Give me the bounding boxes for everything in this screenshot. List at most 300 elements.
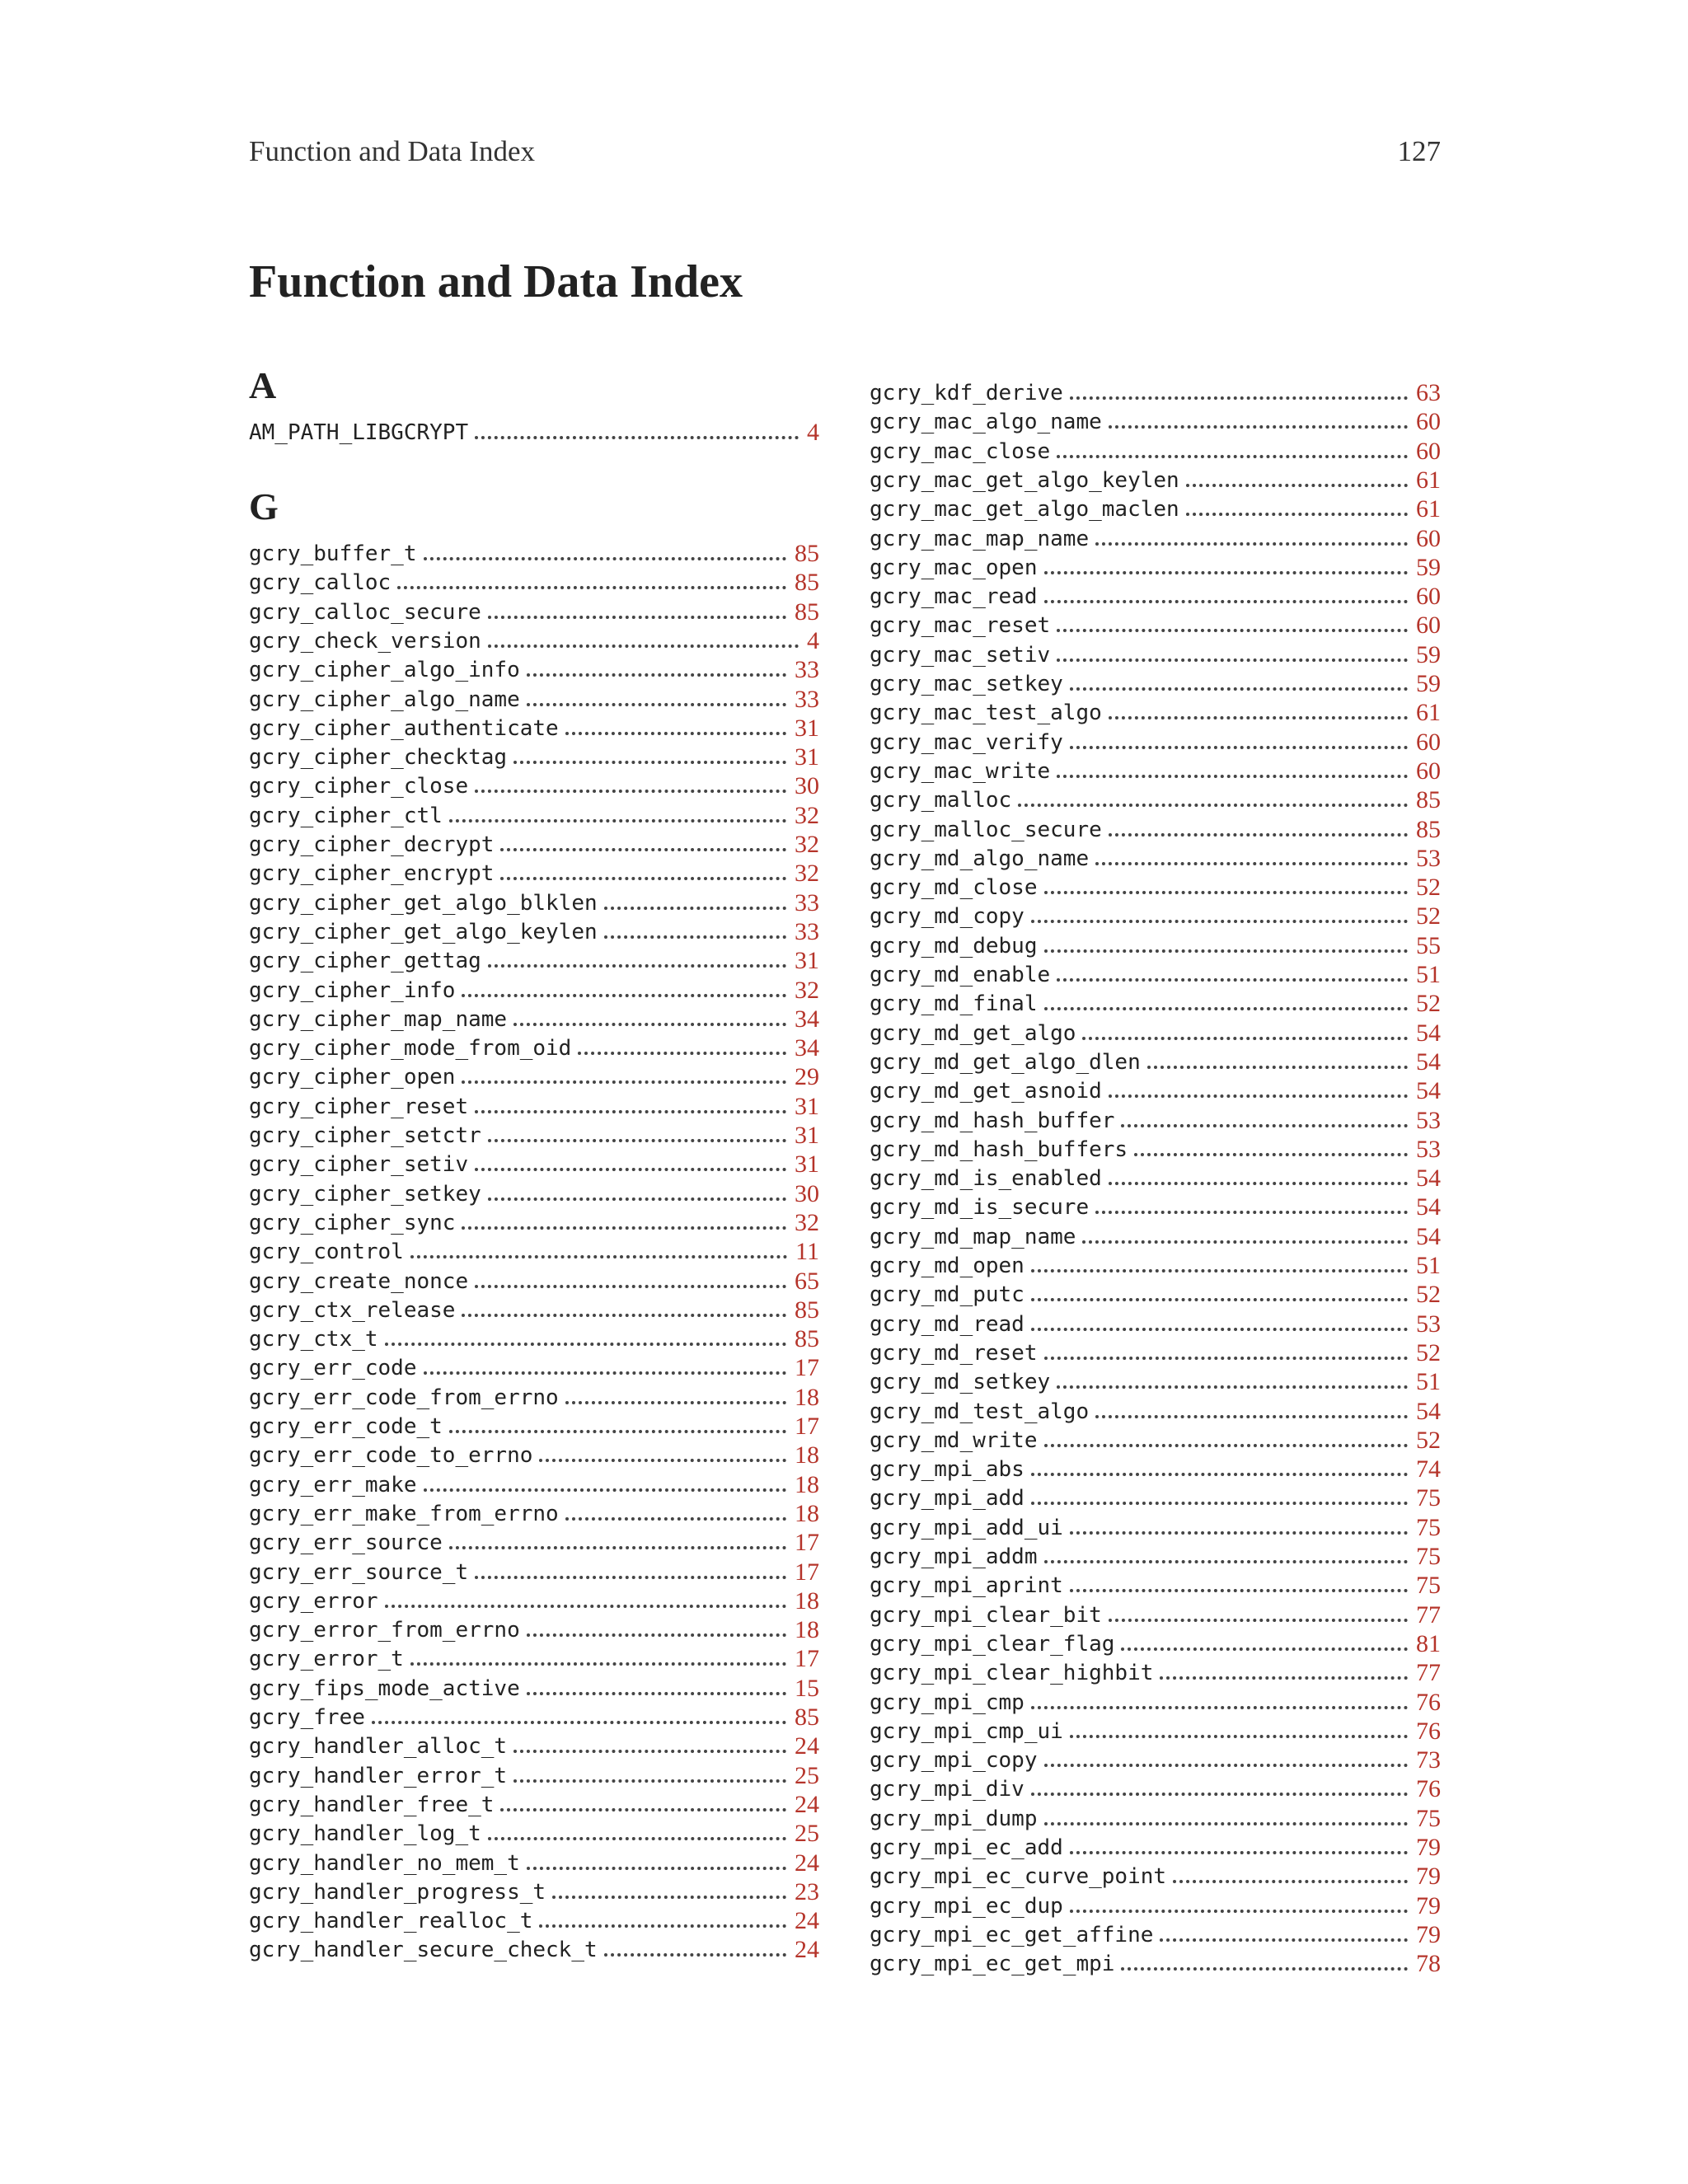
entry-page-link[interactable]: 11	[795, 1238, 819, 1266]
index-entry[interactable]	[249, 1934, 819, 1964]
index-entry[interactable]	[249, 742, 819, 771]
index-entry[interactable]	[249, 1033, 819, 1062]
index-entry[interactable]	[249, 1527, 819, 1557]
entry-page-link[interactable]: 85	[795, 1325, 819, 1353]
entry-page-link[interactable]: 17	[795, 1558, 819, 1586]
index-entry[interactable]	[870, 1657, 1441, 1687]
entry-name: gcry_mac_setkey	[870, 672, 1063, 696]
index-entry[interactable]	[249, 1557, 819, 1586]
index-entry[interactable]	[870, 930, 1441, 960]
entry-page-link[interactable]: 52	[1416, 990, 1441, 1018]
dot-leader	[1057, 775, 1408, 778]
dot-leader	[1044, 1444, 1409, 1447]
dot-leader	[513, 761, 786, 764]
index-entry[interactable]	[870, 1192, 1441, 1221]
dot-leader	[1044, 600, 1409, 603]
index-entry[interactable]	[870, 1745, 1441, 1774]
entry-name: gcry_md_map_name	[870, 1224, 1076, 1249]
entry-page-link[interactable]: 31	[795, 714, 819, 742]
entry-name: gcry_handler_progress_t	[249, 1879, 546, 1905]
index-entry[interactable]	[870, 1366, 1441, 1396]
entry-page-link[interactable]: 52	[1416, 1426, 1441, 1454]
entry-page-link[interactable]: 25	[795, 1761, 819, 1789]
index-entry[interactable]	[870, 1425, 1441, 1455]
entry-page-link[interactable]: 52	[1416, 1281, 1441, 1309]
entry-name: gcry_cipher_close	[249, 774, 469, 799]
entry-page-link[interactable]: 77	[1416, 1601, 1441, 1629]
index-entry[interactable]	[870, 552, 1441, 582]
entry-page-link[interactable]: 18	[795, 1470, 819, 1498]
entry-page-link[interactable]: 24	[795, 1732, 819, 1760]
entry-name: gcry_md_copy	[870, 904, 1025, 930]
index-entry[interactable]	[870, 668, 1441, 698]
entry-page-link[interactable]: 24	[795, 1849, 819, 1877]
entry-page-link[interactable]: 60	[1416, 728, 1441, 756]
entry-page-link[interactable]: 79	[1416, 1863, 1441, 1891]
index-entry[interactable]	[870, 494, 1441, 523]
entry-page-link[interactable]: 53	[1416, 1106, 1441, 1134]
dot-leader	[1070, 396, 1408, 400]
index-entry[interactable]	[870, 1891, 1441, 1920]
dot-leader	[1044, 1764, 1409, 1767]
index-entry[interactable]	[870, 1861, 1441, 1891]
entry-page-link[interactable]: 61	[1416, 495, 1441, 523]
entry-page-link[interactable]: 33	[795, 888, 819, 916]
entry-page-link[interactable]: 4	[807, 419, 819, 446]
entry-name: gcry_mac_get_algo_maclen	[870, 497, 1179, 523]
entry-page-link[interactable]: 75	[1416, 1572, 1441, 1600]
entry-name: gcry_handler_no_mem_t	[249, 1850, 520, 1876]
entry-name: gcry_md_putc	[870, 1282, 1025, 1308]
index-entry[interactable]	[870, 640, 1441, 669]
entry-page-link[interactable]: 34	[795, 1034, 819, 1062]
entry-page-link[interactable]: 63	[1416, 379, 1441, 406]
dot-leader	[513, 1750, 786, 1753]
index-entry[interactable]	[249, 858, 819, 888]
index-entry[interactable]	[870, 1105, 1441, 1135]
entry-page-link[interactable]: 54	[1416, 1047, 1441, 1076]
entry-name: gcry_cipher_get_algo_keylen	[249, 919, 598, 944]
index-entry[interactable]	[249, 916, 819, 946]
entry-page-link[interactable]: 85	[795, 569, 819, 597]
index-entry[interactable]	[249, 1149, 819, 1179]
entry-page-link[interactable]: 76	[1416, 1775, 1441, 1803]
entry-page-link[interactable]: 61	[1416, 699, 1441, 727]
index-entry[interactable]	[249, 1615, 819, 1644]
entry-page-link[interactable]: 54	[1416, 1222, 1441, 1250]
index-entry[interactable]	[870, 901, 1441, 930]
index-entry[interactable]	[249, 567, 819, 597]
index-entry[interactable]	[870, 872, 1441, 902]
dot-leader	[1109, 1182, 1408, 1185]
index-entry[interactable]	[870, 1774, 1441, 1803]
entry-page-link[interactable]: 85	[795, 540, 819, 567]
dot-leader	[1031, 920, 1408, 923]
index-entry[interactable]	[870, 1919, 1441, 1949]
entry-page-link[interactable]: 32	[795, 801, 819, 829]
entry-name: gcry_cipher_algo_name	[249, 687, 520, 712]
index-entry[interactable]	[249, 1702, 819, 1732]
dot-leader	[565, 1517, 786, 1521]
index-entry[interactable]	[249, 800, 819, 830]
entry-name: gcry_mpi_ec_dup	[870, 1893, 1063, 1919]
entry-page-link[interactable]: 53	[1416, 1310, 1441, 1338]
index-entry[interactable]	[870, 1600, 1441, 1629]
entry-name: gcry_mac_write	[870, 758, 1051, 784]
index-entry[interactable]	[249, 1120, 819, 1150]
dot-leader	[1109, 833, 1408, 837]
entry-page-link[interactable]: 31	[795, 743, 819, 771]
dot-leader	[1082, 1037, 1408, 1040]
index-entry[interactable]	[249, 1760, 819, 1790]
entry-page-link[interactable]: 51	[1416, 1252, 1441, 1279]
entry-page-link[interactable]: 81	[1416, 1629, 1441, 1657]
entry-page-link[interactable]: 25	[795, 1820, 819, 1848]
entry-page-link[interactable]: 85	[1416, 786, 1441, 814]
dot-leader	[527, 1633, 786, 1637]
entry-name: gcry_mpi_ec_curve_point	[870, 1864, 1167, 1890]
entry-page-link[interactable]: 33	[795, 917, 819, 945]
entry-page-link[interactable]: 23	[795, 1877, 819, 1905]
index-entry[interactable]	[870, 1803, 1441, 1833]
entry-page-link[interactable]: 18	[795, 1586, 819, 1615]
entry-page-link[interactable]: 34	[795, 1005, 819, 1033]
index-entry[interactable]	[870, 581, 1441, 611]
dot-leader	[604, 935, 786, 939]
entry-page-link[interactable]: 65	[795, 1267, 819, 1295]
dot-leader	[1057, 455, 1408, 458]
dot-leader	[1044, 1007, 1409, 1010]
dot-leader	[1031, 1473, 1408, 1476]
dot-leader	[539, 1459, 786, 1462]
entry-name: gcry_mpi_div	[870, 1777, 1025, 1802]
index-entry[interactable]	[249, 597, 819, 626]
entry-page-link[interactable]: 52	[1416, 902, 1441, 930]
index-entry[interactable]	[870, 1454, 1441, 1483]
dot-leader	[1109, 425, 1408, 429]
entry-page-link[interactable]: 54	[1416, 1019, 1441, 1047]
dot-leader	[500, 877, 786, 880]
index-entry[interactable]	[870, 1541, 1441, 1571]
entry-name: gcry_mpi_clear_flag	[870, 1631, 1115, 1657]
index-entry[interactable]	[870, 1309, 1441, 1338]
dot-leader	[1057, 629, 1408, 632]
entry-name: gcry_error	[249, 1588, 378, 1614]
entry-page-link[interactable]: 74	[1416, 1455, 1441, 1483]
entry-page-link[interactable]: 31	[795, 1092, 819, 1120]
entry-name: gcry_malloc	[870, 788, 1012, 813]
index-entry[interactable]	[870, 436, 1441, 466]
index-entry[interactable]	[870, 1687, 1441, 1717]
entry-page-link[interactable]: 78	[1416, 1950, 1441, 1978]
index-entry[interactable]	[249, 1207, 819, 1237]
index-entry[interactable]	[249, 888, 819, 917]
entry-page-link[interactable]: 54	[1416, 1165, 1441, 1193]
index-entry[interactable]	[249, 1382, 819, 1412]
dot-leader	[604, 1953, 786, 1957]
entry-name: gcry_mpi_aprint	[870, 1573, 1063, 1599]
dot-leader	[488, 1197, 786, 1201]
entry-page-link[interactable]: 73	[1416, 1746, 1441, 1774]
index-entry[interactable]	[870, 843, 1441, 873]
entry-page-link[interactable]: 33	[795, 656, 819, 684]
dot-leader	[1070, 1735, 1408, 1738]
entry-page-link[interactable]: 17	[795, 1413, 819, 1440]
index-entry[interactable]	[249, 771, 819, 800]
index-entry[interactable]	[249, 1091, 819, 1121]
index-entry[interactable]	[249, 1586, 819, 1615]
index-entry[interactable]	[870, 377, 1441, 407]
dot-leader	[1095, 862, 1408, 865]
index-entry[interactable]	[870, 1570, 1441, 1600]
entry-name: gcry_handler_log_t	[249, 1821, 481, 1847]
chapter-title: Function and Data Index	[249, 256, 743, 307]
dot-leader	[1044, 571, 1409, 574]
entry-page-link[interactable]: 59	[1416, 640, 1441, 668]
index-entry[interactable]	[249, 1266, 819, 1296]
index-entry[interactable]	[870, 1076, 1441, 1105]
dot-leader	[475, 790, 786, 793]
entry-page-link[interactable]: 30	[795, 1179, 819, 1207]
dot-leader	[513, 1779, 786, 1783]
entry-page-link[interactable]: 17	[795, 1645, 819, 1673]
entry-page-link[interactable]: 32	[795, 860, 819, 888]
dot-leader	[1070, 1531, 1408, 1535]
entry-name: gcry_mpi_dump	[870, 1806, 1038, 1831]
entry-page-link[interactable]: 31	[795, 1122, 819, 1149]
index-entry[interactable]	[249, 654, 819, 684]
index-entry[interactable]	[870, 785, 1441, 814]
index-entry[interactable]	[870, 1338, 1441, 1367]
entry-name: gcry_err_make	[249, 1472, 417, 1497]
entry-page-link[interactable]: 60	[1416, 437, 1441, 465]
index-entry[interactable]	[249, 1498, 819, 1528]
index-entry[interactable]	[249, 1848, 819, 1877]
index-entry[interactable]	[249, 1324, 819, 1353]
entry-name: gcry_md_get_asnoid	[870, 1079, 1102, 1104]
index-entry[interactable]	[870, 1279, 1441, 1309]
entry-name: gcry_ctx_release	[249, 1297, 456, 1323]
entry-page-link[interactable]: 15	[795, 1674, 819, 1702]
index-entry[interactable]	[249, 1352, 819, 1382]
index-entry[interactable]	[870, 1629, 1441, 1658]
entry-name: gcry_err_code	[249, 1356, 417, 1381]
entry-page-link[interactable]: 79	[1416, 1891, 1441, 1919]
entry-name: gcry_mpi_add_ui	[870, 1515, 1063, 1540]
entry-page-link[interactable]: 85	[795, 1704, 819, 1731]
entry-page-link[interactable]: 59	[1416, 553, 1441, 581]
entry-page-link[interactable]: 76	[1416, 1717, 1441, 1745]
entry-name: gcry_cipher_mode_from_oid	[249, 1036, 572, 1062]
index-entry[interactable]	[249, 829, 819, 859]
entry-name: gcry_cipher_authenticate	[249, 715, 559, 741]
index-entry[interactable]	[870, 697, 1441, 727]
index-entry[interactable]	[870, 1832, 1441, 1862]
entry-page-link[interactable]: 60	[1416, 408, 1441, 436]
entry-page-link[interactable]: 17	[795, 1354, 819, 1382]
dot-leader	[527, 1692, 786, 1695]
entry-page-link[interactable]: 18	[795, 1383, 819, 1411]
entry-name: gcry_mac_verify	[870, 729, 1063, 755]
entry-page-link[interactable]: 75	[1416, 1804, 1441, 1832]
dot-leader	[1057, 1385, 1408, 1389]
entry-page-link[interactable]: 32	[795, 976, 819, 1004]
index-entry[interactable]	[870, 1250, 1441, 1280]
index-entry[interactable]	[870, 1047, 1441, 1076]
index-entry[interactable]	[870, 1163, 1441, 1193]
index-entry[interactable]	[870, 465, 1441, 494]
index-entry[interactable]	[249, 1789, 819, 1819]
index-entry[interactable]	[249, 945, 819, 975]
index-entry[interactable]	[249, 713, 819, 743]
dot-leader	[500, 848, 786, 851]
entry-page-link[interactable]: 85	[1416, 815, 1441, 843]
entry-page-link[interactable]: 75	[1416, 1513, 1441, 1541]
index-entry[interactable]	[249, 1179, 819, 1208]
entry-name: gcry_mpi_clear_highbit	[870, 1661, 1154, 1686]
entry-page-link[interactable]: 17	[795, 1529, 819, 1557]
entry-page-link[interactable]: 52	[1416, 874, 1441, 902]
index-entry[interactable]	[870, 610, 1441, 640]
entry-page-link[interactable]: 31	[795, 1151, 819, 1179]
entry-page-link[interactable]: 60	[1416, 524, 1441, 552]
entry-name: gcry_mpi_addm	[870, 1544, 1038, 1569]
entry-page-link[interactable]: 85	[795, 598, 819, 626]
entry-name: gcry_cipher_setiv	[249, 1152, 469, 1178]
entry-name: gcry_err_make_from_errno	[249, 1501, 559, 1526]
page-number: 127	[1397, 135, 1441, 167]
entry-page-link[interactable]: 30	[795, 772, 819, 800]
entry-page-link[interactable]: 60	[1416, 757, 1441, 785]
entry-page-link[interactable]: 61	[1416, 466, 1441, 494]
index-entry[interactable]	[249, 1440, 819, 1469]
entry-page-link[interactable]: 52	[1416, 1338, 1441, 1366]
entry-page-link[interactable]: 33	[795, 685, 819, 713]
index-entry[interactable]	[249, 1877, 819, 1906]
entry-page-link[interactable]: 54	[1416, 1397, 1441, 1425]
index-entry[interactable]	[249, 1731, 819, 1760]
entry-name: gcry_error_t	[249, 1647, 404, 1672]
index-entry[interactable]	[249, 1643, 819, 1673]
dot-leader	[1044, 1560, 1409, 1563]
index-entry[interactable]	[249, 1295, 819, 1324]
index-entry[interactable]	[249, 626, 819, 655]
entry-page-link[interactable]: 32	[795, 1208, 819, 1236]
index-entry[interactable]	[249, 1004, 819, 1033]
entry-page-link[interactable]: 77	[1416, 1659, 1441, 1687]
running-header	[249, 132, 1441, 171]
entry-page-link[interactable]: 76	[1416, 1688, 1441, 1716]
dot-leader	[1109, 1094, 1408, 1098]
dot-leader	[385, 1605, 786, 1608]
index-entry[interactable]	[249, 1905, 819, 1935]
index-entry[interactable]	[870, 523, 1441, 553]
dot-leader	[410, 1255, 787, 1258]
entry-page-link[interactable]: 18	[795, 1499, 819, 1527]
index-entry[interactable]	[870, 959, 1441, 989]
index-entry[interactable]	[249, 1818, 819, 1848]
entry-name: gcry_md_is_enabled	[870, 1166, 1102, 1192]
index-entry[interactable]	[870, 1483, 1441, 1512]
entry-page-link[interactable]: 79	[1416, 1920, 1441, 1948]
index-entry[interactable]	[249, 1411, 819, 1441]
entry-name: gcry_handler_realloc_t	[249, 1909, 533, 1934]
dot-leader	[1031, 1269, 1408, 1272]
entry-page-link[interactable]: 51	[1416, 961, 1441, 988]
index-entry[interactable]	[249, 975, 819, 1005]
entry-page-link[interactable]: 59	[1416, 670, 1441, 697]
index-entry[interactable]	[249, 1673, 819, 1703]
entry-page-link[interactable]: 24	[795, 1907, 819, 1935]
dot-leader	[552, 1896, 786, 1899]
dot-leader	[462, 1226, 786, 1230]
entry-page-link[interactable]: 79	[1416, 1834, 1441, 1861]
index-entry[interactable]	[249, 538, 819, 568]
entry-page-link[interactable]: 32	[795, 831, 819, 858]
index-entry[interactable]	[870, 1948, 1441, 1978]
index-entry[interactable]	[249, 684, 819, 714]
index-entry[interactable]	[870, 1512, 1441, 1542]
entry-page-link[interactable]: 60	[1416, 612, 1441, 640]
entry-page-link[interactable]: 29	[795, 1063, 819, 1091]
index-entry[interactable]	[870, 1018, 1441, 1047]
index-entry[interactable]	[249, 1469, 819, 1499]
entry-page-link[interactable]: 60	[1416, 583, 1441, 611]
index-entry[interactable]	[870, 988, 1441, 1018]
entry-page-link[interactable]: 24	[795, 1936, 819, 1964]
dot-leader	[513, 1023, 786, 1026]
entry-name: gcry_md_reset	[870, 1340, 1038, 1366]
entry-page-link[interactable]: 53	[1416, 1135, 1441, 1163]
entry-page-link[interactable]: 75	[1416, 1543, 1441, 1570]
entry-name: gcry_md_read	[870, 1311, 1025, 1337]
index-entry[interactable]	[870, 814, 1441, 844]
index-entry[interactable]	[870, 756, 1441, 785]
entry-name: gcry_mpi_add	[870, 1486, 1025, 1511]
index-entry[interactable]	[870, 1396, 1441, 1426]
entry-page-link[interactable]: 18	[795, 1616, 819, 1644]
index-entry[interactable]	[870, 1221, 1441, 1251]
entry-page-link[interactable]: 53	[1416, 844, 1441, 872]
index-entry[interactable]	[249, 417, 819, 447]
index-entry[interactable]	[249, 1236, 819, 1266]
entry-page-link[interactable]: 75	[1416, 1484, 1441, 1512]
entry-page-link[interactable]: 31	[795, 947, 819, 975]
entry-page-link[interactable]: 4	[807, 626, 819, 654]
dot-leader	[424, 1371, 787, 1375]
entry-name: gcry_cipher_decrypt	[249, 832, 495, 857]
index-entry[interactable]	[870, 727, 1441, 757]
dot-leader	[1095, 1211, 1408, 1214]
index-entry[interactable]	[870, 406, 1441, 436]
entry-name: gcry_cipher_algo_info	[249, 658, 520, 683]
entry-page-link[interactable]: 54	[1416, 1193, 1441, 1221]
entry-name: gcry_md_is_secure	[870, 1195, 1090, 1221]
entry-name: gcry_md_close	[870, 875, 1038, 901]
entry-page-link[interactable]: 18	[795, 1441, 819, 1469]
dot-leader	[1031, 1793, 1408, 1796]
index-entry[interactable]	[870, 1134, 1441, 1164]
entry-page-link[interactable]: 54	[1416, 1077, 1441, 1105]
index-entry[interactable]	[870, 1716, 1441, 1746]
dot-leader	[372, 1721, 786, 1724]
entry-page-link[interactable]: 85	[795, 1296, 819, 1324]
index-entry[interactable]	[249, 1062, 819, 1091]
entry-name: gcry_cipher_get_algo_blklen	[249, 890, 598, 916]
entry-page-link[interactable]: 51	[1416, 1368, 1441, 1396]
entry-page-link[interactable]: 24	[795, 1790, 819, 1818]
entry-page-link[interactable]: 55	[1416, 931, 1441, 959]
